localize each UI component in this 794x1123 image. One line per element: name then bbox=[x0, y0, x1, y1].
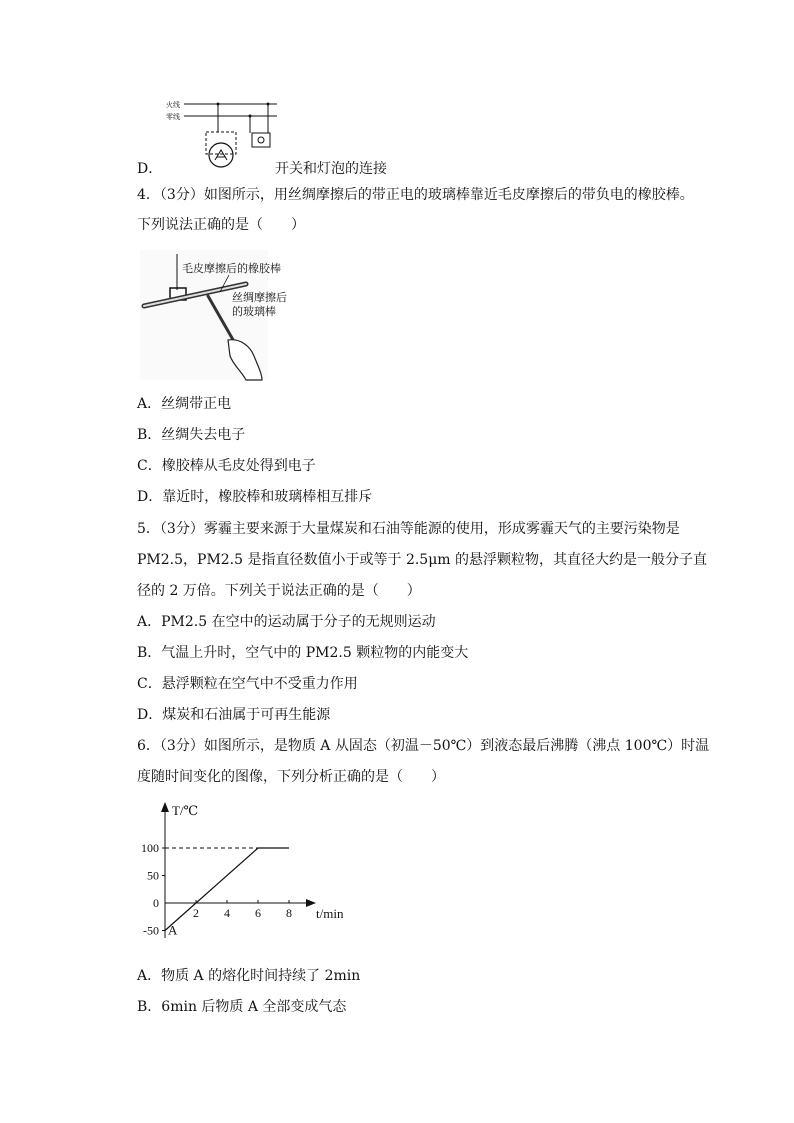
q4-option-a: A．丝绸带正电 bbox=[137, 396, 232, 412]
q5-stem-line1: 5．（3分）雾霾主要来源于大量煤炭和石油等能源的使用，形成雾霾天气的主要污染物是 bbox=[137, 521, 680, 537]
x-tick-label: 2 bbox=[193, 906, 199, 920]
q4-stem-line1: 4．（3分）如图所示，用丝绸摩擦后的带正电的玻璃棒靠近毛皮摩擦后的带负电的橡胶棒。 bbox=[137, 187, 694, 203]
y-tick-label: -50 bbox=[143, 923, 159, 938]
q5-option-b: B．气温上升时，空气中的 PM2.5 颗粒物的内能变大 bbox=[137, 645, 469, 661]
x-tick-label: 8 bbox=[286, 906, 292, 920]
x-axis-arrow bbox=[306, 899, 316, 907]
q5-option-d: D．煤炭和石油属于可再生能源 bbox=[137, 707, 331, 723]
curve-start-label: A bbox=[168, 922, 178, 938]
q5-stem-line2: PM2.5，PM2.5 是指直径数值小于或等于 2.5μm 的悬浮颗粒物，其直径大约是一般分子直 bbox=[137, 552, 708, 568]
q6-stem-line1: 6．（3分）如图所示，是物质 A 从固态（初温－50℃）到液态最后沸腾（沸点 100℃）时温 bbox=[137, 738, 710, 754]
option-d-letter: D． bbox=[137, 161, 163, 177]
q4-option-c: C．橡胶棒从毛皮处得到电子 bbox=[137, 458, 316, 474]
q4-stem-line2: 下列说法正确的是（ ） bbox=[137, 217, 305, 233]
y-axis-arrow bbox=[161, 802, 169, 812]
x-tick-label: 4 bbox=[224, 906, 230, 920]
glass-rod-label-1: 丝绸摩擦后 bbox=[232, 292, 287, 304]
q5-option-c: C．悬浮颗粒在空气中不受重力作用 bbox=[137, 676, 358, 692]
y-axis-label: T/℃ bbox=[172, 803, 199, 818]
live-wire-label: 火线 bbox=[166, 101, 180, 109]
glass-rod-label-2: 的玻璃棒 bbox=[232, 306, 276, 318]
q6-option-a: A．物质 A 的熔化时间持续了 2min bbox=[137, 968, 361, 984]
option-d-text: 开关和灯泡的连接 bbox=[275, 161, 387, 177]
x-axis-label: t/min bbox=[316, 906, 344, 921]
q6-stem-line2: 度随时间变化的图像，下列分析正确的是（ ） bbox=[137, 769, 445, 785]
q5-stem-line3: 径的 2 万倍。下列关于说法正确的是（ ） bbox=[137, 583, 421, 599]
y-tick-label: 0 bbox=[153, 896, 159, 910]
y-tick-label: 50 bbox=[147, 868, 159, 883]
y-tick-label: 100 bbox=[141, 841, 159, 855]
q4-option-d: D．靠近时，橡胶棒和玻璃棒相互排斥 bbox=[137, 489, 373, 505]
q4-option-b: B．丝绸失去电子 bbox=[137, 427, 246, 443]
q6-option-b: B．6min 后物质 A 全部变成气态 bbox=[137, 999, 347, 1015]
neutral-wire-label: 零线 bbox=[166, 113, 180, 121]
x-tick-label: 6 bbox=[255, 906, 261, 920]
q5-option-a: A．PM2.5 在空中的运动属于分子的无规则运动 bbox=[137, 614, 436, 630]
rubber-rod-label: 毛皮摩擦后的橡胶棒 bbox=[182, 263, 281, 275]
